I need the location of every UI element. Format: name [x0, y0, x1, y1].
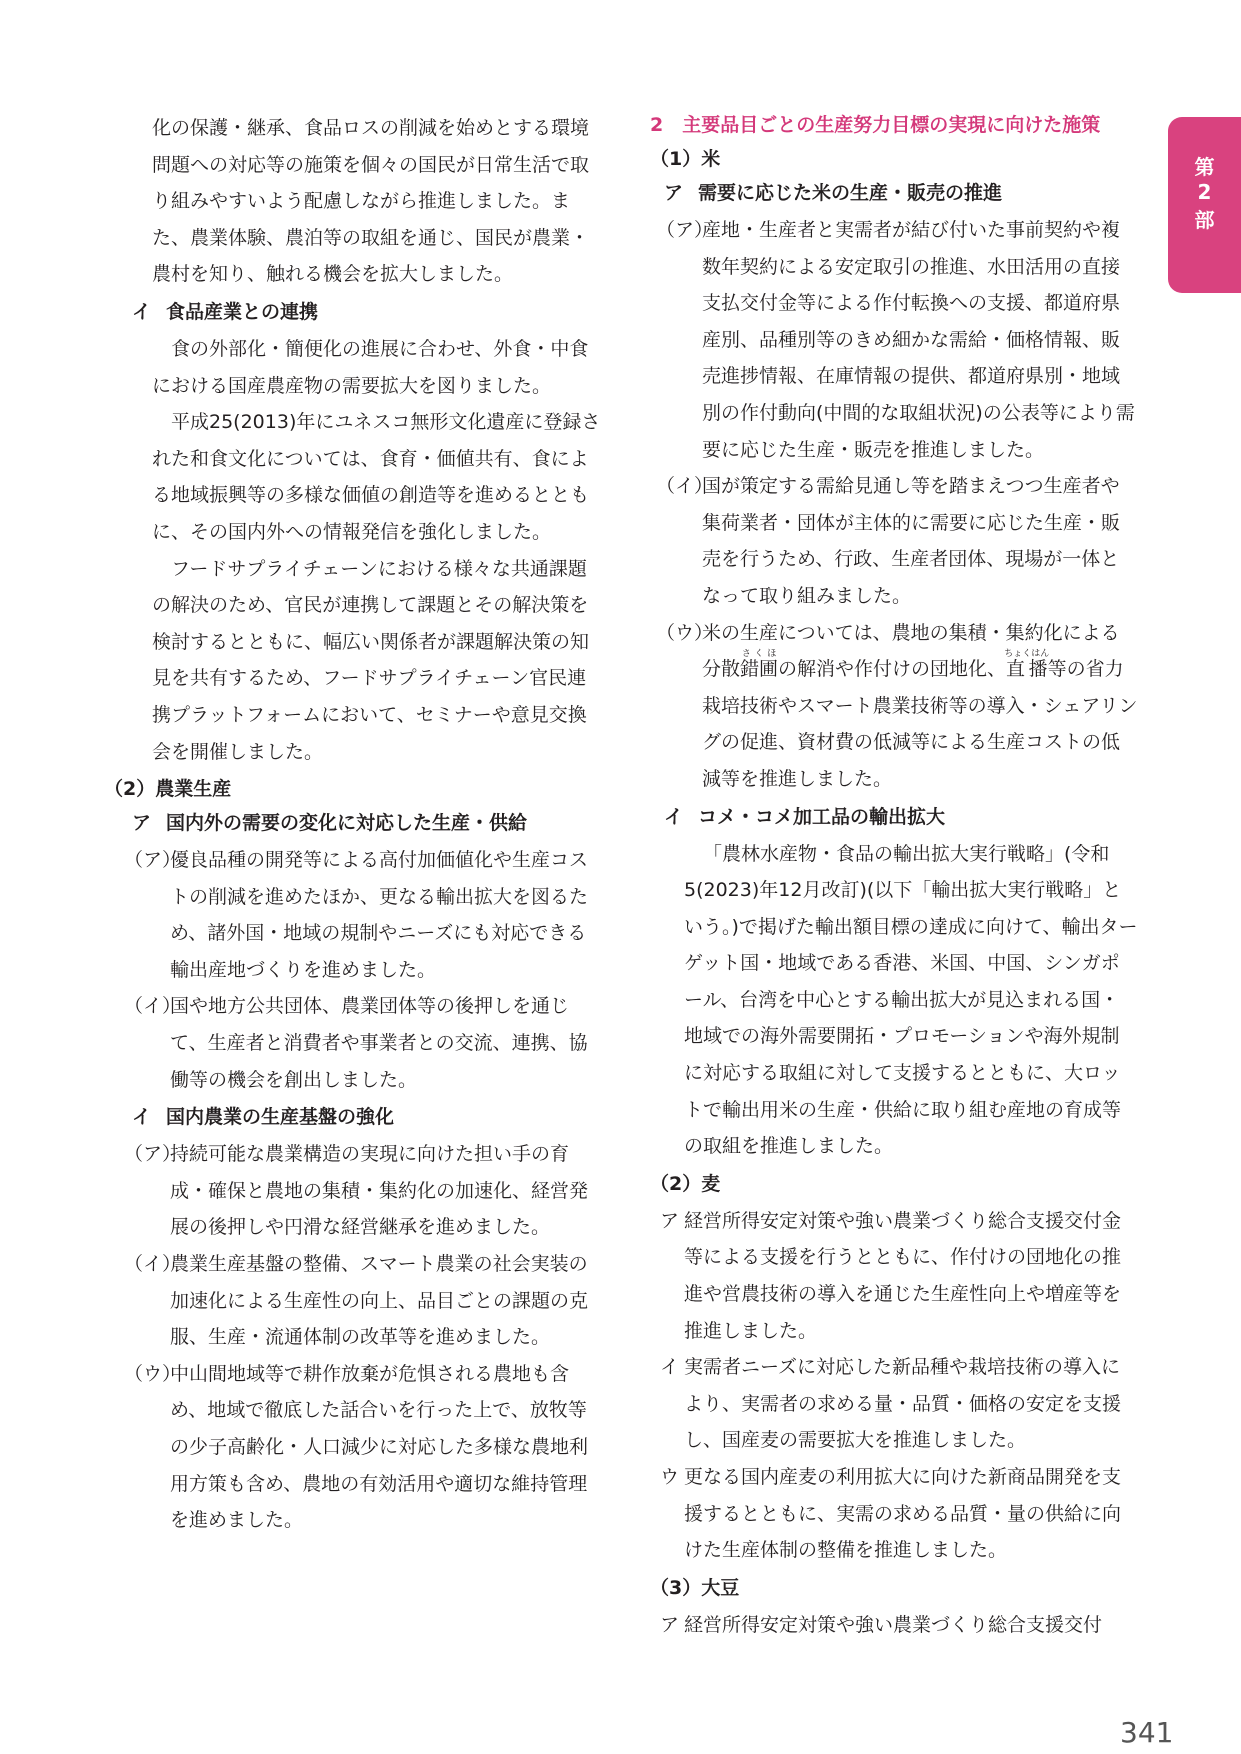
item-text: 米の生産については、農地の集積・集約化による分散 — [702, 621, 1120, 681]
heading-title: 農業生産 — [155, 778, 232, 801]
heading-wheat — [650, 1169, 1138, 1199]
paragraph: 食の外部化・簡便化の進展に合わせ、外食・中食における国産農産物の需要拡大を図りました。 — [152, 337, 589, 397]
heading-rice-demand — [650, 178, 1138, 208]
item-label: （イ） — [124, 1253, 182, 1276]
list-item — [118, 1356, 602, 1539]
demand-response-list — [118, 842, 602, 1098]
heading-label: ア — [664, 182, 684, 204]
item-text: の解消や作付けの団地化、 — [778, 658, 1007, 681]
heading-label: （3） — [650, 1576, 702, 1599]
paragraph: フードサプライチェーンにおける様々な共通課題の解決のため、官民が連携して課題とその解決策を検討するとともに、幅広い関係者が課題解決策の知見を共有するため、フードサプライチェーン官民連携プラットフォームにおいて、セミナーや意見交換会を開催しました。 — [152, 557, 590, 763]
heading-title: 国内外の需要の変化に対応した生産・供給 — [166, 812, 528, 835]
heading-title: 麦 — [701, 1172, 721, 1195]
food-industry-body — [118, 331, 602, 770]
item-text: 更なる国内産麦の利用拡大に向けた新商品開発を支援するとともに、実需の求める品質・量の供給に向けた生産体制の整備を推進しました。 — [684, 1466, 1122, 1562]
item-text: 国や地方公共団体、農業団体等の後押しを通じて、生産者と消費者や事業者との交流、連携、協働等の機会を創出しました。 — [170, 995, 588, 1091]
item-label: （ア） — [124, 1143, 182, 1166]
heading-title: コメ・コメ加工品の輸出拡大 — [698, 805, 946, 828]
paragraph: 平成25(2013)年にユネスコ無形文化遺産に登録された和食文化については、食育・価値共有、食による地域振興等の多様な価値の創造等を進めるとともに、その国内外への情報発信を強化しました。 — [152, 411, 601, 543]
continued-paragraph — [118, 110, 602, 293]
item-text: 等の省力栽培技術やスマート農業技術等の導入・シェアリングの促進、資材費の低減等による生産コストの低減等を推進しました。 — [702, 658, 1138, 790]
item-text: 優良品種の開発等による高付加価値化や生産コストの削減を進めたほか、更なる輸出拡大を図るため、諸外国・地域の規制やニーズにも対応できる輸出産地づくりを進めました。 — [170, 849, 589, 981]
section-heading: 2 主要品目ごとの生産努力目標の実現に向けた施策 — [650, 114, 1101, 136]
list-item — [650, 615, 1138, 798]
ruby-chokuhan — [1004, 649, 1050, 681]
list-item — [650, 1607, 1138, 1644]
heading-food-industry — [118, 297, 602, 327]
list-item — [118, 1246, 602, 1356]
page-number: 341 — [1120, 1716, 1174, 1749]
right-column — [650, 110, 1138, 1643]
ruby-base: 直播 — [1004, 658, 1050, 681]
item-text: 中山間地域等で耕作放棄が危惧される農地も含め、地域で徹底した話合いを行った上で、放牧等の少子高齢化・人口減少に対応した多様な農地利用方策も含め、農地の有効活用や適切な維持管理を進めました。 — [170, 1362, 589, 1532]
heading-soybean — [650, 1573, 1138, 1603]
item-label: ア — [660, 1209, 680, 1232]
heading-title: 国内農業の生産基盤の強化 — [166, 1106, 395, 1129]
list-item — [650, 468, 1138, 614]
item-text: 経営所得安定対策や強い農業づくり総合支援交付金等による支援を行うとともに、作付けの団地化の推進や営農技術の導入を通じた生産性向上や増産等を推進しました。 — [684, 1209, 1122, 1342]
item-label: ウ — [660, 1466, 680, 1488]
paragraph: 「農林水産物・食品の輸出拡大実行戦略」(令和5(2023)年12月改訂)(以下「輸出拡大実行戦略」という。)で掲げた輸出額目標の達成に向けて、輸出ターゲット国・地域である香港、米国、中国、シンガポール、台湾を中心とする輸出拡大が見込まれる国・地域での海外需要開拓・プロモーションや海外規制に対応する取組に対して支援するとともに、大ロットで輸出用米の生産・供給に取り組む産地の育成等の取組を推進しました。 — [684, 842, 1138, 1158]
heading-label: イ — [132, 300, 152, 323]
item-label: （イ） — [124, 995, 182, 1018]
production-base-list — [118, 1136, 602, 1539]
heading-label: （1） — [650, 148, 702, 170]
heading-label: ア — [132, 812, 152, 835]
item-label: イ — [660, 1356, 680, 1379]
list-item — [650, 1349, 1138, 1459]
item-label: （ア） — [656, 219, 714, 241]
list-item — [118, 1136, 602, 1246]
ruby-base: 錯圃 — [740, 658, 779, 681]
item-label: ア — [660, 1613, 680, 1636]
wheat-list — [650, 1203, 1138, 1569]
list-item — [650, 1203, 1138, 1349]
heading-title: 米 — [701, 148, 721, 170]
ruby-text: さくほ — [740, 649, 779, 660]
heading-label: （2） — [104, 778, 156, 801]
left-column — [104, 110, 602, 1539]
heading-demand-response — [118, 808, 602, 838]
item-label: （イ） — [656, 475, 714, 498]
tab-line-3: 部 — [1194, 208, 1215, 232]
heading-label: イ — [664, 805, 684, 828]
item-text: 農業生産基盤の整備、スマート農業の社会実装の加速化による生産性の向上、品目ごとの課題の克服、生産・流通体制の改革等を進めました。 — [170, 1253, 589, 1349]
ruby-text: ちょくはん — [1004, 649, 1050, 660]
item-label: （ウ） — [656, 621, 714, 644]
heading-label: （2） — [650, 1172, 702, 1195]
tab-line-1: 第 — [1194, 155, 1215, 179]
list-item — [650, 212, 1138, 468]
heading-rice — [650, 144, 1138, 174]
rice-demand-list — [650, 212, 1138, 798]
tab-line-2: 2 — [1197, 180, 1212, 204]
heading-production-base — [118, 1102, 602, 1132]
item-label: （ウ） — [124, 1362, 182, 1385]
heading-rice-export — [650, 802, 1138, 832]
heading-label: イ — [132, 1106, 152, 1129]
heading-agri-production — [104, 774, 602, 804]
heading-title: 大豆 — [701, 1576, 740, 1599]
item-text: 実需者ニーズに対応した新品種や栽培技術の導入により、実需者の求める量・品質・価格の安定を支援し、国産麦の需要拡大を推進しました。 — [684, 1356, 1122, 1452]
ruby-sakuho — [740, 649, 779, 681]
heading-title: 需要に応じた米の生産・販売の推進 — [698, 182, 1003, 204]
list-item — [118, 842, 602, 988]
heading-title: 食品産業との連携 — [166, 300, 319, 323]
section-tab — [1168, 117, 1241, 293]
list-item — [650, 1459, 1138, 1569]
item-text: 経営所得安定対策や強い農業づくり総合支援交付 — [684, 1613, 1103, 1636]
item-text: 国が策定する需給見通し等を踏まえつつ生産者や集荷業者・団体が主体的に需要に応じた生産・販売を行うため、行政、生産者団体、現場が一体となって取り組みました。 — [702, 475, 1121, 607]
item-text: 持続可能な農業構造の実現に向けた担い手の育成・確保と農地の集積・集約化の加速化、経営発展の後押しや円滑な経営継承を進めました。 — [170, 1143, 589, 1239]
item-label: （ア） — [124, 849, 182, 872]
continued-paragraph-text: 化の保護・継承、食品ロスの削減を始めとする環境問題への対応等の施策を個々の国民が日常生活で取り組みやすいよう配慮しながら推進しました。また、農業体験、農泊等の取組を通じ、国民が農業・農村を知り、触れる機会を拡大しました。 — [152, 117, 590, 286]
list-item — [118, 988, 602, 1098]
rice-export-body — [650, 836, 1138, 1165]
item-text: 産地・生産者と実需者が結び付いた事前契約や複数年契約による安定取引の推進、水田活用の直接支払交付金等による作付転換への支援、都道府県産別、品種別等のきめ細かな需給・価格情報、販売進捗情報、在庫情報の提供、都道府県別・地域別の作付動向(中間的な取組状況)の公表等により需要に応じた生産・販売を推進しました。 — [702, 219, 1135, 461]
